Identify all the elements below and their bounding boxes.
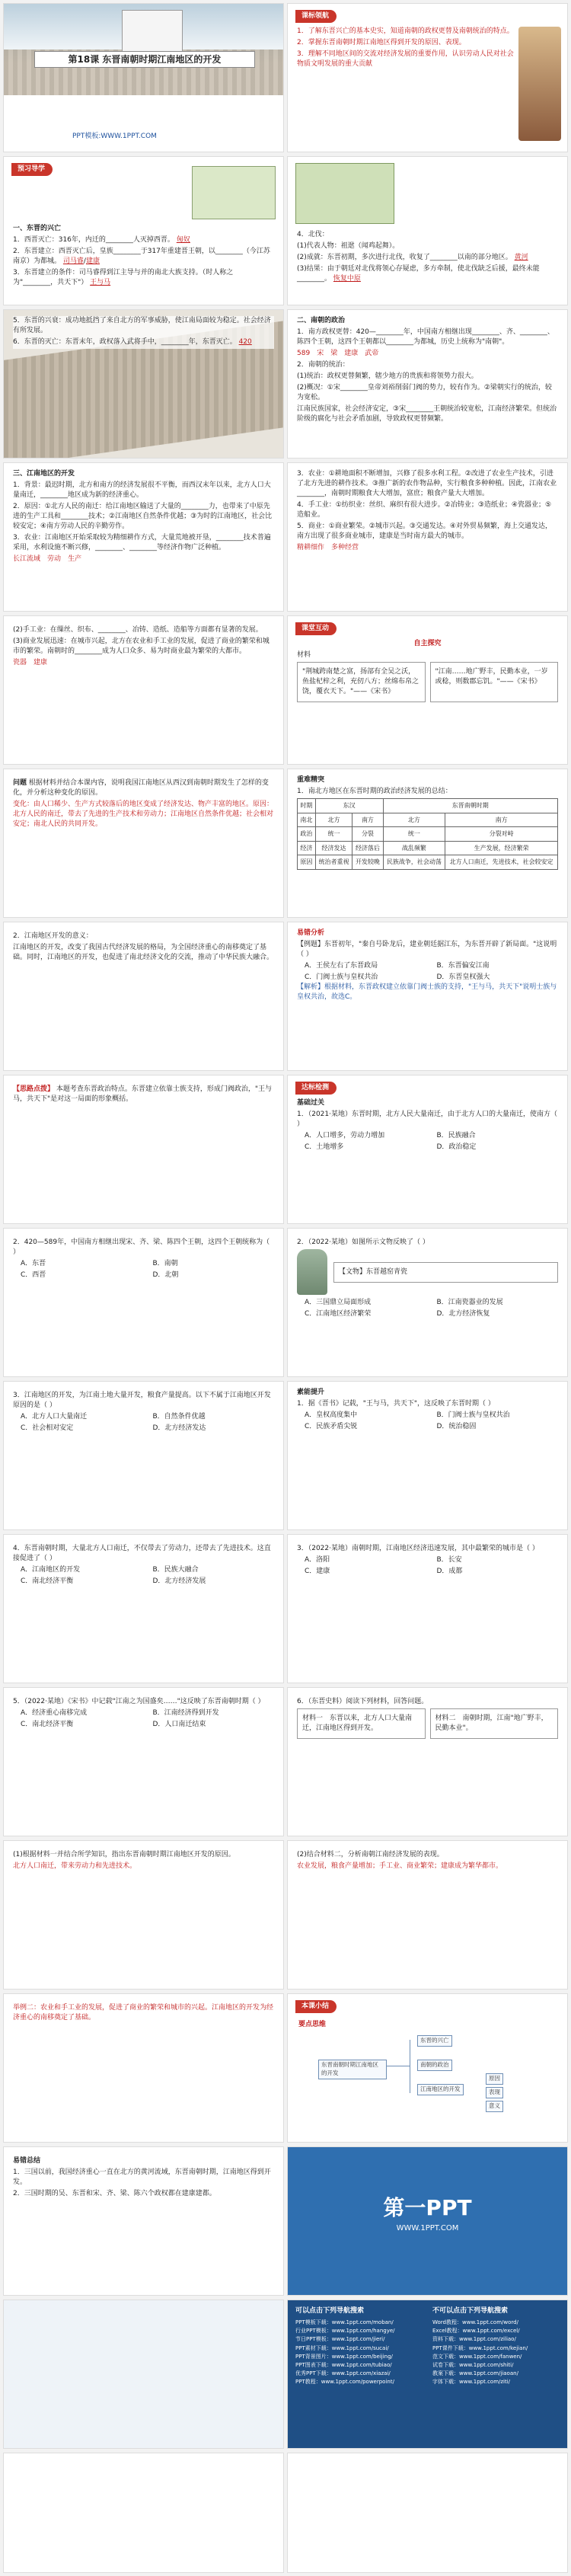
map-image: [192, 166, 276, 219]
commerce: 5．商业：①商业繁荣。②城市兴起。③交通发达。④对外贸易频繁，海上交通发达，南方出现了很多商业城市，建康是当时南方最大的城市。: [297, 523, 553, 541]
summary-text: 举例二：农业和手工业的发展，促进了商业的繁荣和城市的兴起。江南地区的开发为经济重心的南移奠定了基础。: [13, 2004, 274, 2022]
material-slide: [287, 1687, 568, 1836]
link[interactable]: PPT图表下载：www.1ppt.com/tubiao/: [295, 2361, 392, 2368]
wall-slide: [3, 309, 284, 459]
link[interactable]: 教案下载：www.1ppt.com/jiaoan/: [432, 2370, 518, 2377]
slide-title: 易错分析: [297, 929, 325, 937]
quote-2: "江南……地广野丰，民勤本业，一岁或稔，则数郡忘饥。"——《宋书》: [430, 662, 559, 702]
option-c: C．江南地区经济繁荣: [305, 1310, 372, 1318]
node-2: 南朝的政治: [417, 2060, 452, 2071]
option-c: C．门阀士族与皇权共治: [305, 973, 378, 982]
portrait-image: [518, 27, 561, 141]
option-d: D．北方经济发达: [152, 1424, 206, 1433]
sub-title: 基础过关: [297, 1099, 325, 1107]
dongjin-map-image: [295, 163, 394, 224]
blank-slide: [3, 2300, 284, 2449]
point-1: 1．三国以前，我国经济重心一直在北方的黄河流域，东晋南朝时期，江南地区得到开发。: [13, 2169, 271, 2187]
background: 1．背景：最迟时期，北方和南方的经济发展很不平衡，而西汉末年以来，北方人口大量南迁，________地区成为新的经济重心。: [13, 481, 271, 500]
goal-3: 3．理解不同地区间的交流对经济发展的重要作用，认识劳动人民对社会物质文明发展的重大贡献: [297, 50, 514, 69]
fill-answers: 589 宋 梁 建康 武帝: [297, 350, 379, 358]
option-b: B．东晋偏安江南: [436, 962, 490, 970]
title-slide: [3, 3, 284, 152]
link[interactable]: 试卷下载：www.1ppt.com/shiti/: [432, 2361, 514, 2368]
option-b: B．长安: [436, 1556, 462, 1564]
test-slide-5: [287, 1381, 568, 1530]
option-d: D．北方经济发展: [152, 1577, 206, 1586]
test-slide-7: [287, 1534, 568, 1683]
caption: 【文物】东晋越窑青瓷: [333, 1262, 558, 1283]
preview-slide-1: [3, 156, 284, 305]
comparison-slide: [287, 769, 568, 918]
option-a: A．北方人口大量南迁: [21, 1413, 88, 1421]
question: 5．（2022·某地）《宋书》中记载"江南之为国盛矣……"这反映了东晋南朝时期（ ）: [13, 1698, 265, 1705]
handicraft-point: (2)手工业：在缫丝、织布、________、冶铸、造纸、造船等方面都有显著的发展。: [13, 626, 263, 634]
links-slide: [287, 2300, 568, 2449]
option-d: D．东晋皇权强大: [436, 973, 490, 982]
point-3: 3．东晋建立的条件：司马睿得到江主导与并的南北大族支持。（时人称之为"________，共天下"） 王与马: [13, 269, 234, 287]
development-slide: [3, 462, 284, 612]
commerce-point: (3)商业发展迅速：在城市兴起，北方在农业和手工业的发展，促进了商业的繁荣和城市的繁荣。南朝时的________成为人口众多、易为时商业最为繁荣的大都市。: [13, 638, 270, 656]
node-1: 东晋的兴亡: [417, 2035, 452, 2047]
option-a: A．王侯左右了东晋政局: [305, 962, 378, 970]
option-b: B．门阀士族与皇权共治: [436, 1411, 510, 1420]
answer: 变化：由人口稀少、生产方式较落后的地区变成了经济发达、物产丰富的地区。原因：北方人民的南迁，带去了先进的生产技术和劳动力；江南地区自然条件优越；社会相对安定；南北人民的共同开发。: [13, 801, 274, 829]
link[interactable]: 优秀PPT下载：www.1ppt.com/xiazai/: [295, 2370, 391, 2377]
tips: 【思路点拨】 本题考查东晋政治特点。东晋建立依靠士族支持，形成门阀政治，"王与马，共天下"是对这一局面的形象概括。: [13, 1085, 273, 1104]
option-d: D．人口南迁结束: [152, 1721, 206, 1729]
col2-title: 不可以点击下列导航搜索: [432, 2307, 509, 2315]
quote-1: "荆城跨南楚之富，扬部有全吴之沃，鱼盐杞梓之利，充仞八方；丝绵布帛之饶，覆衣天下。"——《宋书》: [297, 662, 426, 702]
slide-title: 易错总结: [13, 2157, 41, 2165]
fill-answers: 精耕细作 多种经营: [297, 544, 359, 552]
option-b: B．江南经济得到开发: [152, 1709, 219, 1718]
section-banner: 课标领航: [295, 10, 337, 23]
point-6: 6．东晋的灭亡：东晋末年，政权落入武将手中，________年，东晋灭亡。 420: [13, 338, 252, 347]
option-d: D．北朝: [152, 1271, 179, 1280]
option-a: A．人口增多，劳动力增加: [305, 1132, 385, 1140]
empty-slide-left: [3, 2453, 284, 2573]
option-d: D．政治稳定: [436, 1143, 477, 1152]
point-2: 2．南朝的统治：: [297, 361, 349, 369]
handicraft: 4．手工业：①纺织业：丝织、麻织有很大进步。②冶铸业；③造纸业；④瓷器业；⑤造船业。: [297, 501, 552, 519]
link[interactable]: Excel教程：www.1ppt.com/excel/: [432, 2328, 520, 2335]
option-d: D．北方经济恢复: [436, 1310, 490, 1318]
answer: 农业发展，粮食产量增加；手工业、商业繁荣；建康成为繁华都市。: [297, 1862, 503, 1871]
link[interactable]: 节日PPT模板：www.1ppt.com/jieri/: [295, 2336, 385, 2343]
link[interactable]: PPT素材下载：www.1ppt.com/sucai/: [295, 2344, 389, 2351]
answer-slide-1: [3, 1840, 284, 1990]
economy-slide: [287, 462, 568, 612]
point-2-3: 江南民族国家，社会经济安定，③宋________王朝统治较宽松，江南经济繁荣。但统治阶级的腐化与社会矛盾加剧，导致政权更替频繁。: [297, 405, 557, 423]
handicraft-slide: [3, 615, 284, 765]
material-1: 材料一 东晋以来，北方人口大量南迁，江南地区得到开发。: [297, 1708, 426, 1739]
node-3: 江南地区的开发: [417, 2084, 464, 2095]
link[interactable]: 资料下载：www.1ppt.com/ziliao/: [432, 2336, 516, 2343]
fill-answers: 瓷器 建康: [13, 659, 48, 667]
link[interactable]: Word教程：www.1ppt.com/word/: [432, 2319, 518, 2325]
slide-title: 要点思维: [298, 2021, 327, 2028]
heading: 2．江南地区开发的意义：: [13, 932, 93, 940]
test-slide-4: [3, 1381, 284, 1530]
test-slide-1: [287, 1075, 568, 1224]
question: (2)结合材料二，分析南朝江南经济发展的表现。: [297, 1851, 444, 1858]
section-heading: 一、东晋的兴亡: [13, 225, 62, 232]
answer-slide-2: [287, 1840, 568, 1990]
option-b: B．自然条件优越: [152, 1413, 206, 1421]
answer: 北方人口南迁，带来劳动力和先进技术。: [13, 1862, 137, 1871]
point-2-2: (2)概况：①宋________皇帝刘裕削弱门阀的势力，较有作为。②梁朝实行的统治，较为宽松。: [297, 384, 552, 402]
section-heading: 三、江南地区的开发: [13, 470, 75, 478]
option-a: A．三国鼎立局面形成: [305, 1299, 372, 1307]
option-a: A．经济重心南移完成: [21, 1709, 88, 1718]
question: 1．（2021·某地）东晋时期，北方人民大量南迁，由于北方人口的大量南迁，使南方（ ）: [297, 1111, 557, 1129]
section-heading: 二、南朝的政治: [297, 317, 346, 324]
error-summary-slide: [3, 2146, 284, 2296]
option-a: A．江南地区的开发: [21, 1566, 81, 1574]
question: 2．（2022·某地）如图所示文物反映了（ ）: [297, 1238, 429, 1246]
option-b: B．南朝: [152, 1260, 178, 1268]
option-c: C．土地增多: [305, 1143, 344, 1152]
option-d: D．统治稳固: [436, 1423, 477, 1431]
china-map-icon: [122, 10, 183, 53]
point-5: 5．东晋的兴衰：成功地抵挡了来自北方的军事威胁，使江南局面较为稳定。社会经济有所发展。: [13, 317, 271, 335]
southern-dynasty-slide: [287, 309, 568, 459]
point-1: 1．西晋灭亡：316年，内迁的________人灭掉西晋。 匈奴: [13, 236, 190, 244]
northern-expedition: 4．北伐：: [297, 231, 329, 238]
option-c: C．建康: [305, 1568, 330, 1576]
point-2: 2．东晋建立：西晋灭亡后，皇族________于317年重建晋王朝，以________（今江苏南京）为都城。 司马睿/建康: [13, 248, 270, 266]
question: 6．（东晋史料）阅读下列材料，回答问题。: [297, 1698, 429, 1705]
explanation: 【解析】根据材料，东晋政权建立依靠门阀士族的支持，"王与马，共天下"说明士族与皇权共治，故选C。: [297, 983, 557, 1002]
agriculture-detail: 3．农业：①耕地面积不断增加，兴修了很多水利工程。②改进了农业生产技术，引进了北方先进的耕作技术。③推广新的农作物品种，实行粮食多种种植。因此，江南农业________，南朝时期粮食大大增加，富庶；粮食产量大大增加。: [297, 470, 557, 498]
goal-2: 2．掌握东晋南朝时期江南地区得到开发的原因、表现。: [297, 39, 466, 47]
option-a: A．皇权高度集中: [305, 1411, 358, 1420]
option-c: C．民族矛盾尖锐: [305, 1423, 358, 1431]
option-c: C．西晋: [21, 1271, 46, 1280]
question: 3．（2022·某地）南朝时期，江南地区经济迅速发展，其中最繁荣的城市是（ ）: [297, 1545, 539, 1552]
intro: 1．南北方地区在东晋时期的政治经济发展的总结：: [297, 788, 452, 796]
tips-slide: [3, 1075, 284, 1224]
question: 【例题】东晋初年，"秦自号卧龙后，建业朝廷据江东，为东晋开辟了新局面。"这说明（ ）: [297, 941, 557, 959]
slide-title: 自主探究: [413, 640, 442, 647]
leader: (1)代表人物：祖逖（闻鸡起舞）。: [297, 242, 400, 251]
question: (1)根据材料一并结合所学知识，指出东晋南朝时期江南地区开发的原因。: [13, 1851, 235, 1858]
node-4: 原因: [486, 2073, 503, 2085]
option-c: C．社会相对安定: [21, 1424, 74, 1433]
inquiry-slide: [287, 615, 568, 765]
point-2: 2．三国时期的吴、东晋和宋、齐、梁、陈六个政权都在建康建都。: [13, 2190, 216, 2198]
vase-image: [297, 1249, 327, 1295]
section-banner: 预习导学: [11, 163, 53, 176]
option-d: D．成都: [436, 1568, 463, 1576]
sub-title: 素能提升: [297, 1389, 325, 1396]
col1-title: 可以点击下列导航搜索: [295, 2307, 365, 2315]
test-slide-3: [287, 1228, 568, 1377]
link[interactable]: PPT教程：www.1ppt.com/powerpoint/: [295, 2379, 394, 2386]
option-b: B．民族大融合: [152, 1566, 199, 1574]
slide-title: 重难精突: [297, 776, 325, 784]
option-a: A．洛阳: [305, 1556, 330, 1564]
question: 问题 根据材料并结合本课内容，说明我国江南地区从西汉到南朝时期发生了怎样的变化，并分析这种变化的原因。: [13, 779, 269, 797]
material-label: 材料: [297, 651, 311, 660]
link[interactable]: 范文下载：www.1ppt.com/fanwen/: [432, 2353, 522, 2360]
link-list-2: [432, 2319, 528, 2387]
link[interactable]: 行业PPT模板：www.1ppt.com/hangye/: [295, 2328, 395, 2335]
logo: 第一PPT: [383, 2195, 472, 2220]
summary-text-slide: [3, 1993, 284, 2143]
goal-1: 1．了解东晋兴亡的基本史实，知道南朝的政权更替及南朝统治的特点。: [297, 27, 514, 35]
reasons: 2．原因：①北方人民的南迁：给江南地区输送了大量的________力，也带来了中原先进的生产工具和________技术；②江南地区自然条件优越；③为时的江南地区，社会比较安定；④南方劳动人民的辛勤劳作。: [13, 503, 273, 531]
node-6: 意义: [486, 2101, 503, 2112]
site-watermark: PPT模板:WWW.1PPT.COM: [72, 133, 157, 140]
error-analysis-slide: [287, 922, 568, 1071]
preview-slide-2: [287, 156, 568, 305]
question: 4．东晋南朝时期，大量北方人口南迁，不仅带去了劳动力，还带去了先进技术。这直接促进了（ ）: [13, 1545, 271, 1563]
material-2: 材料二 南朝时期，江南"地广野丰，民勤本业"。: [430, 1708, 559, 1739]
test-slide-2: [3, 1228, 284, 1377]
option-b: B．江南瓷器业的发展: [436, 1299, 503, 1307]
link[interactable]: PPT背景图片：www.1ppt.com/beijing/: [295, 2353, 393, 2360]
link[interactable]: PPT课件下载：www.1ppt.com/kejian/: [432, 2344, 528, 2351]
result: (3)结果：由于朝廷对北伐将领心存疑虑，多方牵制，使北伐缺乏后援，最终未能________。 恢复中原: [297, 265, 540, 283]
question: 1．据《晋书》记载，"王与马，共天下"，这反映了东晋时期（ ）: [297, 1400, 495, 1408]
empty-slide-right: [287, 2453, 568, 2573]
significance-slide: [3, 922, 284, 1071]
logo-url: WWW.1PPT.COM: [396, 2224, 459, 2232]
node-5: 表现: [486, 2087, 503, 2098]
logo-slide: [287, 2146, 568, 2296]
point-2-1: (1)统治：政权更替频繁，辖少地方的贵族和将领势力很大。: [297, 372, 478, 381]
option-a: A．东晋: [21, 1260, 46, 1268]
section-banner: 达标检测: [295, 1082, 337, 1095]
agriculture: 3．农业：江南地区开始采取较为精细耕作方式，大量荒地被开垦，________技术普遍采用，水利设施不断兴修，________、________等经济作物广泛种植。: [13, 534, 271, 552]
significance: 江南地区的开发，改变了我国古代经济发展的格局，为全国经济重心的南移奠定了基础。同时，江南地区的开发，也促进了南北经济文化的交流，推动了中华民族大融合。: [13, 944, 274, 962]
question: 2．420—589年，中国南方相继出现宋、齐、梁、陈四个王朝，这四个王朝统称为（ ）: [13, 1238, 270, 1257]
option-b: B．民族融合: [436, 1132, 476, 1140]
goals-slide: [287, 3, 568, 152]
point-1: 1．南方政权更替：420—________年，中国南方相继出现________、齐、________、陈四个王朝，这四个王朝都以________为都城，历史上统称为"南朝"。: [297, 328, 554, 347]
test-slide-6: [3, 1534, 284, 1683]
center-node: 东晋南朝时期江南地区的开发: [318, 2060, 387, 2079]
mindmap-slide: [287, 1993, 568, 2143]
achievement: (2)成就：东晋初期，多次进行北伐，收复了________以南的部分地区。 黄河: [297, 254, 528, 262]
lesson-title: 第18课 东晋南朝时期江南地区的开发: [34, 51, 255, 68]
link-list-1: [295, 2319, 395, 2387]
section-banner: 本课小结: [295, 2000, 337, 2013]
link[interactable]: PPT模板下载：www.1ppt.com/moban/: [295, 2319, 394, 2325]
fill-answers: 长江流域 劳动 生产: [13, 555, 82, 564]
question-slide: [3, 769, 284, 918]
test-slide-8: [3, 1687, 284, 1836]
question: 3．江南地区的开发，为江南土地大量开发，粮食产量提高。以下不属于江南地区开发原因的是（ ）: [13, 1392, 271, 1410]
option-c: C．南北经济平衡: [21, 1577, 74, 1586]
comparison-table: 时期 东汉 东晋南朝时期 南北 北方 南方 北方 南方 政治 统一 分裂 统一 分裂对峙 经济 经济发达 经济落后 战乱频繁 生产发展，经济繁荣 原因 统治者重视 开发较晚 民族战争，社会动荡 北方人口南迁，先进技术，社会较安定: [297, 798, 558, 870]
link[interactable]: 字体下载：www.1ppt.com/ziti/: [432, 2379, 511, 2386]
section-banner: 课堂互动: [295, 622, 337, 635]
option-c: C．南北经济平衡: [21, 1721, 74, 1729]
